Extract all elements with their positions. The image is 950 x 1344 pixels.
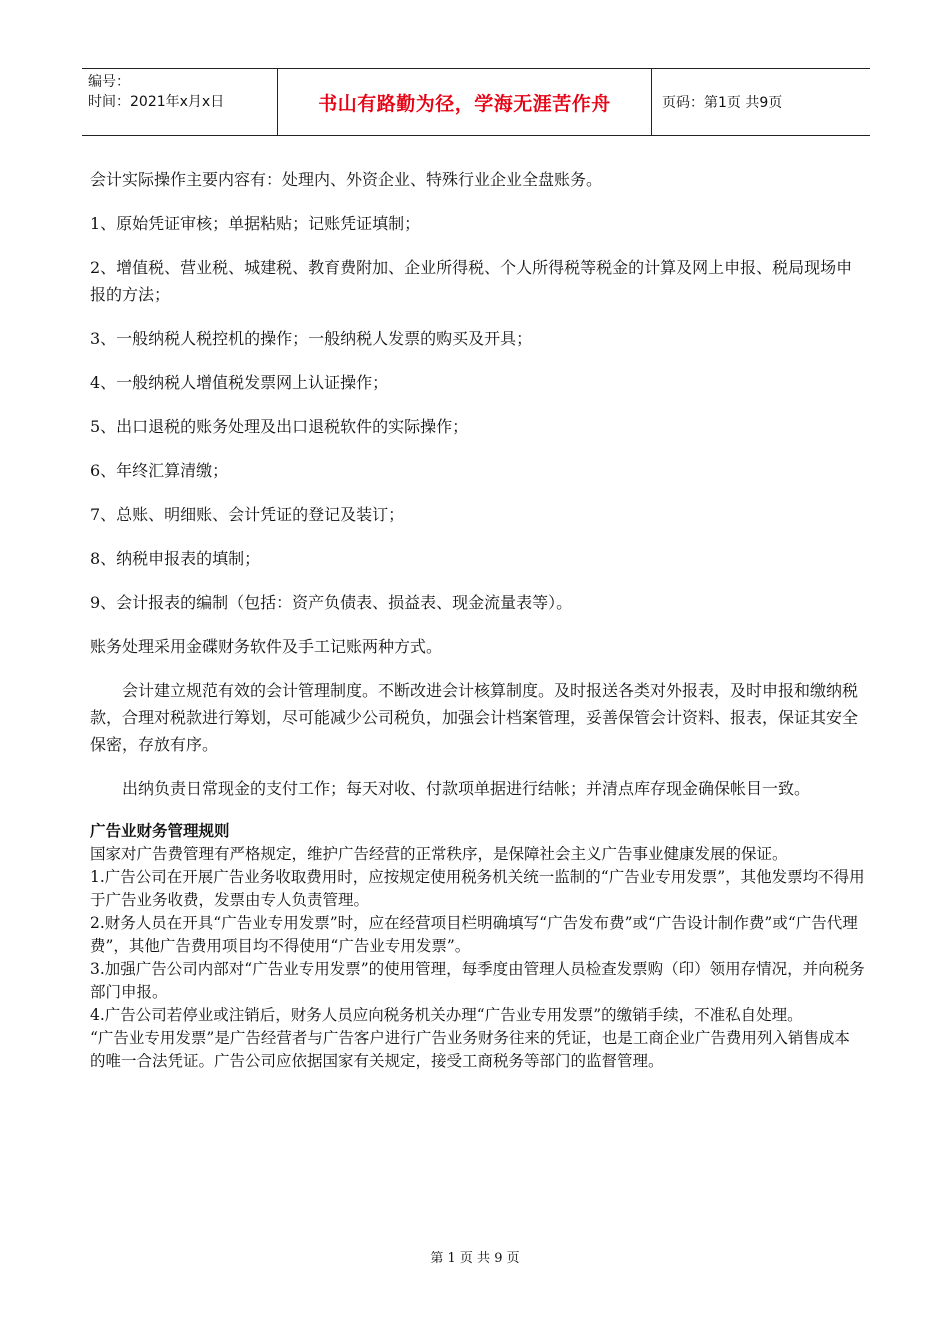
page-header [82, 68, 870, 136]
list-item: 4、一般纳税人增值税发票网上认证操作； [90, 373, 389, 392]
header-meta [82, 69, 278, 135]
list-item: 1、原始凭证审核；单据粘贴；记账凭证填制； [90, 214, 421, 233]
header-motto: 书山有路勤为径，学海无涯苦作舟 [318, 92, 611, 115]
list-item: 7、总账、明细账、会计凭证的登记及装订； [90, 505, 405, 524]
list-item: 5、出口退税的账务处理及出口退税软件的实际操作； [90, 417, 469, 436]
header-date: 时间：2021年x月x日 [88, 94, 225, 110]
header-page-number: 页码：第1页 共9页 [662, 95, 783, 111]
list-item: 9、会计报表的编制（包括：资产负债表、损益表、现金流量表等）。 [90, 593, 573, 612]
document-body [90, 166, 865, 1073]
section-paragraph: 4.广告公司若停业或注销后，财务人员应向税务机关办理“广告业专用发票”的缴销手续，不准私自处理。 [90, 1006, 803, 1024]
body-paragraph-indented: 出纳负责日常现金的支付工作；每天对收、付款项单据进行结帐；并清点库存现金确保帐目一致。 [122, 779, 811, 798]
list-item: 6、年终汇算清缴； [90, 461, 229, 480]
header-number: 编号： [88, 74, 130, 90]
header-page-cell [652, 69, 870, 135]
advertising-finance-section [90, 820, 865, 1073]
section-paragraph: 3.加强广告公司内部对“广告业专用发票”的使用管理，每季度由管理人员检查发票购（印）领用存情况，并向税务部门申报。 [90, 960, 865, 1001]
body-paragraph: 会计实际操作主要内容有：处理内、外资企业、特殊行业企业全盘账务。 [90, 170, 603, 189]
list-item: 3、一般纳税人税控机的操作；一般纳税人发票的购买及开具； [90, 329, 533, 348]
section-paragraph: “广告业专用发票”是广告经营者与广告客户进行广告业务财务往来的凭证，也是工商企业广告费用列入销售成本的唯一合法凭证。广告公司应依据国家有关规定，接受工商税务等部门的监督管理。 [90, 1029, 850, 1070]
section-paragraph: 国家对广告费管理有严格规定，维护广告经营的正常秩序，是保障社会主义广告事业健康发展的保证。 [90, 845, 788, 863]
header-motto-cell [278, 69, 652, 135]
section-paragraph: 1.广告公司在开展广告业务收取费用时，应按规定使用税务机关统一监制的“广告业专用发票”，其他发票均不得用于广告业务收费，发票由专人负责管理。 [90, 868, 865, 909]
page-footer: 第 1 页 共 9 页 [430, 1251, 520, 1266]
body-paragraph-indented: 会计建立规范有效的会计管理制度。不断改进会计核算制度。及时报送各类对外报表，及时申报和缴纳税款，合理对税款进行筹划，尽可能减少公司税负，加强会计档案管理，妥善保管会计资料、报表，保证其安全保密，存放有序。 [90, 681, 859, 754]
body-paragraph: 账务处理采用金碟财务软件及手工记账两种方式。 [90, 637, 443, 656]
list-item: 2、增值税、营业税、城建税、教育费附加、企业所得税、个人所得税等税金的计算及网上申报、税局现场申报的方法； [90, 258, 853, 304]
section-title: 广告业财务管理规则 [90, 822, 230, 840]
list-item: 8、纳税申报表的填制； [90, 549, 261, 568]
section-paragraph: 2.财务人员在开具“广告业专用发票”时，应在经营项目栏明确填写“广告发布费”或“广告设计制作费”或“广告代理费”，其他广告费用项目均不得使用“广告业专用发票”。 [90, 914, 858, 955]
